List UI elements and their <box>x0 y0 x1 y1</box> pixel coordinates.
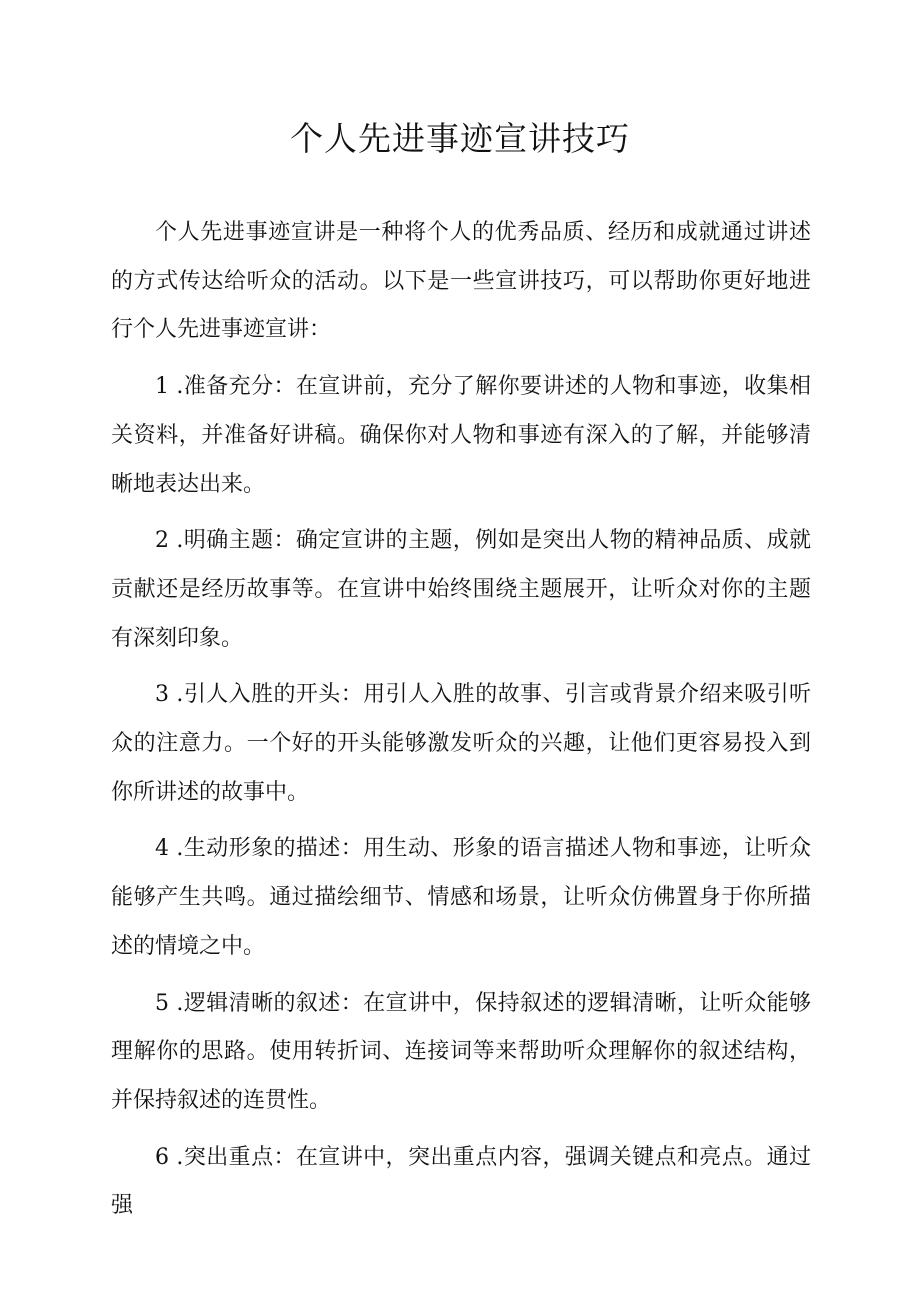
item-number: 2 <box>155 528 169 554</box>
item-number: 6 <box>155 1144 169 1170</box>
item-text: .明确主题：确定宣讲的主题，例如是突出人物的精神品质、成就贡献还是经历故事等。在宣讲中始终围绕主题展开，让听众对你的主题有深刻印象。 <box>111 528 812 651</box>
item-text: .准备充分：在宣讲前，充分了解你要讲述的人物和事迹，收集相关资料，并准备好讲稿。确保你对人物和事迹有深入的了解，并能够清晰地表达出来。 <box>111 374 812 497</box>
item-number: 4 <box>155 836 169 862</box>
item-number: 3 <box>155 682 169 708</box>
document-title: 个人先进事迹宣讲技巧 <box>290 119 630 158</box>
list-item <box>111 980 811 1126</box>
list-item <box>111 1134 811 1231</box>
list-item <box>111 363 811 509</box>
item-text: .引人入胜的开头：用引人入胜的故事、引言或背景介绍来吸引听众的注意力。一个好的开头能够激发听众的兴趣，让他们更容易投入到你所讲述的故事中。 <box>111 682 812 805</box>
list-item <box>111 671 811 817</box>
intro-paragraph: 个人先进事迹宣讲是一种将个人的优秀品质、经历和成就通过讲述的方式传达给听众的活动。以下是一些宣讲技巧，可以帮助你更好地进行个人先进事迹宣讲： <box>111 220 811 343</box>
item-text: .逻辑清晰的叙述：在宣讲中，保持叙述的逻辑清晰，让听众能够理解你的思路。使用转折词、连接词等来帮助听众理解你的叙述结构，并保持叙述的连贯性。 <box>111 990 812 1113</box>
item-number: 1 <box>155 374 169 400</box>
item-text: .生动形象的描述：用生动、形象的语言描述人物和事迹，让听众能够产生共鸣。通过描绘细节、情感和场景，让听众仿佛置身于你所描述的情境之中。 <box>111 836 812 959</box>
item-number: 5 <box>155 990 169 1016</box>
item-text: .突出重点：在宣讲中，突出重点内容，强调关键点和亮点。通过强 <box>111 1144 812 1219</box>
list-item <box>111 517 811 663</box>
list-item <box>111 825 811 971</box>
document-body <box>111 209 811 1239</box>
